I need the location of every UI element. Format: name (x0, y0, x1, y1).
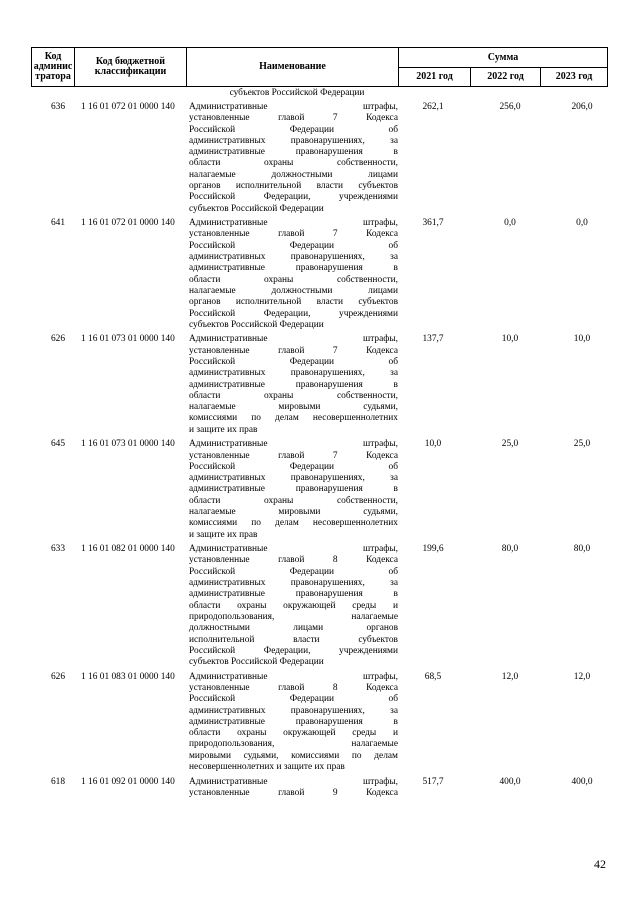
sum-2023-cell: 80,0 (573, 544, 591, 555)
name-line: установленные главой 9 Кодекса (189, 787, 398, 798)
name-line: Административные штрафы, (189, 544, 398, 555)
name-cell (189, 334, 398, 436)
sum-2023-cell: 25,0 (573, 439, 591, 450)
admin-code-cell: 618 (50, 776, 65, 787)
admin-code-cell: 626 (50, 671, 65, 682)
name-line: административных правонарушениях, за (189, 252, 398, 263)
page-number: 42 (594, 857, 606, 871)
admin-code-cell: 641 (50, 218, 65, 229)
header-name: Наименование (187, 48, 399, 86)
name-line: Российской Федерации об (189, 124, 398, 135)
admin-code-cell: 626 (50, 334, 65, 345)
name-line: установленные главой 7 Кодекса (189, 229, 398, 240)
name-line: комиссиями по делам несовершеннолетних (189, 413, 398, 424)
name-line: природопользования, налагаемые (189, 739, 398, 750)
name-line: административных правонарушениях, за (189, 473, 398, 484)
name-line: административных правонарушениях, за (189, 135, 398, 146)
sum-2021-cell: 68,5 (424, 671, 442, 682)
table-header (31, 47, 608, 87)
name-line: Административные штрафы, (189, 671, 398, 682)
name-line: установленные главой 7 Кодекса (189, 113, 398, 124)
name-line: и защите их прав (189, 424, 258, 435)
budget-code-cell: 1 16 01 083 01 0000 140 (81, 671, 175, 682)
sum-2023-cell: 206,0 (571, 102, 593, 112)
name-line: административные правонарушения в (189, 716, 398, 727)
budget-code-cell: 1 16 01 072 01 0000 140 (81, 218, 175, 229)
sum-2022-cell: 400,0 (499, 776, 521, 787)
sum-2022-cell: 10,0 (501, 334, 519, 345)
name-line: Административные штрафы, (189, 334, 398, 345)
name-line: и защите их прав (189, 529, 258, 540)
budget-code-cell: 1 16 01 082 01 0000 140 (81, 544, 175, 555)
sum-2022-cell: 25,0 (501, 439, 519, 450)
name-line: области охраны окружающей среды и (189, 728, 398, 739)
sum-2022-cell: 0,0 (504, 218, 516, 229)
name-line: установленные главой 8 Кодекса (189, 555, 398, 566)
name-line: установленные главой 7 Кодекса (189, 345, 398, 356)
header-year-2023: 2023 год (555, 71, 593, 82)
name-cell (189, 218, 398, 331)
name-line: административные правонарушения в (189, 379, 398, 390)
name-line: органов исполнительной власти субъектов (189, 181, 398, 192)
budget-code-cell: 1 16 01 072 01 0000 140 (81, 102, 175, 112)
name-cell (189, 672, 398, 774)
name-line: исполнительной власти субъектов (189, 634, 398, 645)
name-line: области охраны собственности, (189, 158, 398, 169)
header-admin-code: Код админис тратора (32, 48, 75, 86)
name-line: Административные штрафы, (189, 218, 398, 229)
name-line: налагаемые должностными лицами (189, 285, 398, 296)
admin-code-cell: 636 (50, 102, 65, 112)
admin-code-cell: 633 (50, 544, 65, 555)
name-line: несовершеннолетних и защите их прав (189, 762, 345, 773)
name-line: субъектов Российской Федерации (189, 657, 324, 668)
name-line: налагаемые мировыми судьями, (189, 402, 398, 413)
sum-2021-cell: 137,7 (422, 334, 444, 345)
sum-2023-cell: 12,0 (573, 671, 591, 682)
name-line: Российской Федерации об (189, 694, 398, 705)
name-line: административных правонарушениях, за (189, 368, 398, 379)
name-line: налагаемые мировыми судьями, (189, 507, 398, 518)
header-sum: Сумма (399, 48, 607, 68)
name-line: административные правонарушения в (189, 263, 398, 274)
name-line: установленные главой 7 Кодекса (189, 450, 398, 461)
name-line: области охраны окружающей среды и (189, 600, 398, 611)
name-line: области охраны собственности, (189, 274, 398, 285)
name-line: Российской Федерации об (189, 566, 398, 577)
name-line: мировыми судьями, комиссиями по делам (189, 750, 398, 761)
name-line: области охраны собственности, (189, 390, 398, 401)
name-line: комиссиями по делам несовершеннолетних (189, 518, 398, 529)
name-line: административных правонарушениях, за (189, 578, 398, 589)
name-line: Административные штрафы, (189, 439, 398, 450)
name-line: Административные штрафы, (189, 776, 398, 787)
name-line: субъектов Российской Федерации (189, 319, 324, 330)
name-line: административных правонарушениях, за (189, 705, 398, 716)
name-line: налагаемые должностными лицами (189, 169, 398, 180)
sum-2023-cell: 400,0 (571, 776, 593, 787)
name-line: должностными лицами органов (189, 623, 398, 634)
admin-code-cell: 645 (50, 439, 65, 450)
name-line: административные правонарушения в (189, 484, 398, 495)
name-line: административные правонарушения в (189, 147, 398, 158)
carryover-text: субъектов Российской Федерации (229, 88, 365, 98)
name-line: области охраны собственности, (189, 495, 398, 506)
name-line: административные правонарушения в (189, 589, 398, 600)
name-line: природопользования, налагаемые (189, 611, 398, 622)
name-line: Российской Федерации, учреждениями (189, 645, 398, 656)
sum-2021-cell: 262,1 (422, 102, 444, 112)
sum-2021-cell: 10,0 (424, 439, 442, 450)
header-year-2021: 2021 год (399, 68, 471, 86)
name-line: Российской Федерации об (189, 240, 398, 251)
name-line: Административные штрафы, (189, 102, 398, 112)
sum-2023-cell: 0,0 (576, 218, 588, 229)
name-cell (189, 439, 398, 541)
budget-code-cell: 1 16 01 073 01 0000 140 (81, 334, 175, 345)
name-line: Российской Федерации об (189, 356, 398, 367)
budget-code-cell: 1 16 01 092 01 0000 140 (81, 776, 175, 787)
name-cell (189, 777, 398, 800)
name-line: органов исполнительной власти субъектов (189, 297, 398, 308)
name-cell (189, 102, 398, 215)
name-cell (189, 544, 398, 668)
sum-2022-cell: 12,0 (501, 671, 519, 682)
sum-2021-cell: 199,6 (422, 544, 444, 555)
sum-2022-cell: 80,0 (501, 544, 519, 555)
name-line: Российской Федерации, учреждениями (189, 192, 398, 203)
name-line: установленные главой 8 Кодекса (189, 682, 398, 693)
sum-2022-cell: 256,0 (499, 102, 521, 112)
name-line: субъектов Российской Федерации (189, 203, 324, 214)
sum-2021-cell: 517,7 (422, 776, 444, 787)
header-budget-code: Код бюджетной классификации (75, 48, 187, 86)
budget-code-cell: 1 16 01 073 01 0000 140 (81, 439, 175, 450)
sum-2023-cell: 10,0 (573, 334, 591, 345)
name-line: Российской Федерации об (189, 461, 398, 472)
header-year-2022: 2022 год (471, 68, 541, 86)
name-line: Российской Федерации, учреждениями (189, 308, 398, 319)
sum-2021-cell: 361,7 (422, 218, 444, 229)
